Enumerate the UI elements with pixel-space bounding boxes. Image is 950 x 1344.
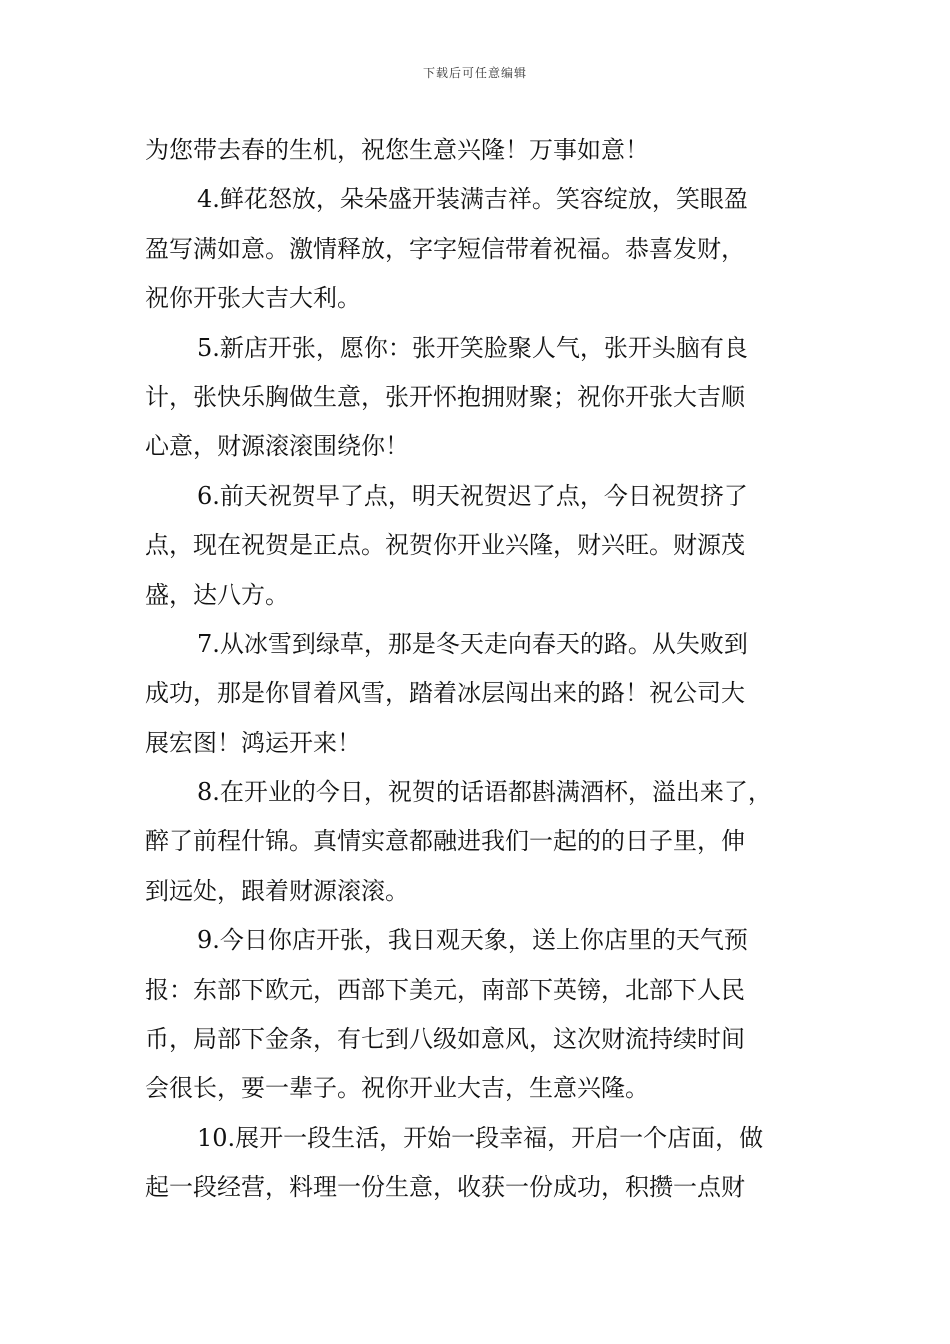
text-line: 会很长，要一辈子。祝你开业大吉，生意兴隆。 [145, 1074, 649, 1103]
text-line: 祝你开张大吉大利。 [145, 284, 361, 313]
text-line: 5.新店开张，愿你：张开笑脸聚人气，张开头脑有良 [197, 333, 748, 362]
text-line: 9.今日你店开张，我日观天象，送上你店里的天气预 [197, 926, 748, 955]
text-line: 4.鲜花怒放，朵朵盛开装满吉祥。笑容绽放，笑眼盈 [197, 185, 748, 214]
text-line: 点，现在祝贺是正点。祝贺你开业兴隆，财兴旺。财源茂 [145, 531, 745, 560]
text-line: 展宏图！鸿运开来！ [145, 728, 361, 757]
text-line: 8.在开业的今日，祝贺的话语都斟满酒杯，溢出来了， [197, 778, 772, 807]
text-line: 计，张快乐胸做生意，张开怀抱拥财聚；祝你开张大吉顺 [145, 382, 745, 411]
text-line: 7.从冰雪到绿草，那是冬天走向春天的路。从失败到 [197, 629, 748, 658]
text-line: 盛，达八方。 [145, 580, 289, 609]
text-line: 成功，那是你冒着风雪，踏着冰层闯出来的路！祝公司大 [145, 679, 745, 708]
text-line: 报：东部下欧元，西部下美元，南部下英镑，北部下人民 [145, 975, 745, 1004]
text-line: 心意，财源滚滚围绕你！ [145, 432, 409, 461]
document-body [145, 126, 810, 1213]
text-line: 盈写满如意。激情释放，字字短信带着祝福。恭喜发财， [145, 234, 745, 263]
text-line: 10.展开一段生活，开始一段幸福，开启一个店面，做 [197, 1123, 764, 1152]
text-line: 到远处，跟着财源滚滚。 [145, 876, 409, 905]
text-line: 币，局部下金条，有七到八级如意风，这次财流持续时间 [145, 1025, 745, 1054]
text-line: 起一段经营，料理一份生意，收获一份成功，积攒一点财 [145, 1173, 745, 1202]
page-header: 下载后可任意编辑 [422, 66, 527, 80]
text-line: 6.前天祝贺早了点，明天祝贺迟了点，今日祝贺挤了 [197, 481, 748, 510]
text-line: 为您带去春的生机，祝您生意兴隆！万事如意！ [145, 136, 649, 164]
text-line: 醉了前程什锦。真情实意都融进我们一起的的日子里，伸 [145, 827, 745, 856]
